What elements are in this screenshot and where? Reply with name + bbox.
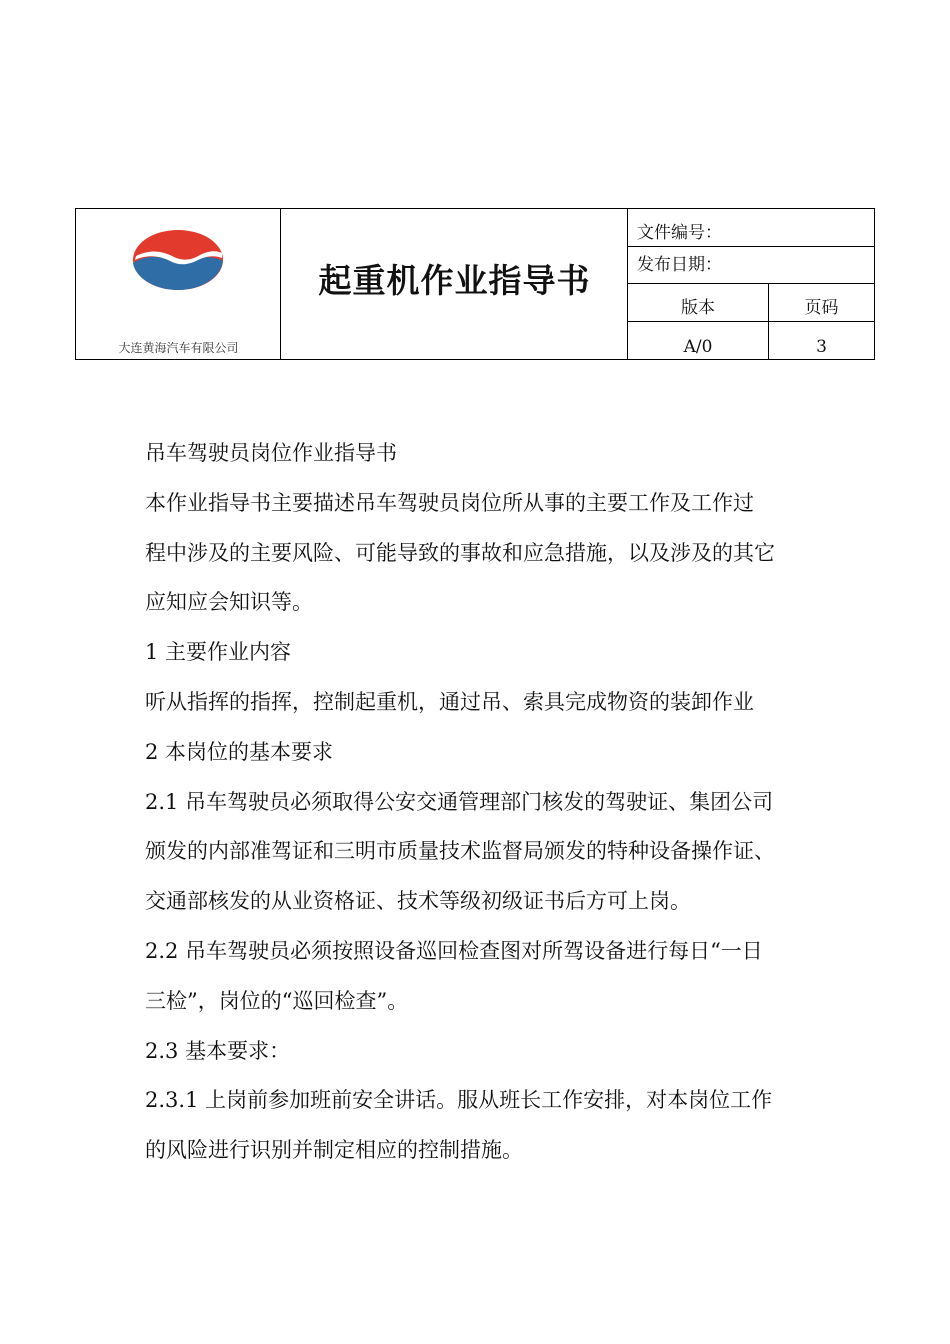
version-value: A/0	[628, 322, 769, 359]
body-line: 2.3.1 上岗前参加班前安全讲话。服从班长工作安排，对本岗位工作	[145, 1088, 773, 1113]
body-line: 听从指挥的指挥，控制起重机，通过吊、索具完成物资的装卸作业	[145, 689, 754, 714]
body-line: 应知应会知识等。	[145, 590, 313, 615]
version-label: 版本	[628, 284, 769, 322]
company-name: 大连黄海汽车有限公司	[118, 341, 239, 355]
body-line: 2.1 吊车驾驶员必须取得公安交通管理部门核发的驾驶证、集团公司	[145, 789, 774, 814]
title-cell	[281, 209, 628, 359]
document-title: 起重机作业指导书	[318, 261, 591, 300]
page-label: 页码	[769, 284, 874, 322]
body-line: 的风险进行识别并制定相应的控制措施。	[145, 1138, 523, 1163]
body-line: 三检”，岗位的“巡回检查”。	[145, 988, 409, 1013]
body-line: 2 本岗位的基本要求	[145, 739, 334, 764]
body-line: 交通部核发的从业资格证、技术等级初级证书后方可上岗。	[145, 889, 691, 914]
body-line: 2.2 吊车驾驶员必须按照设备巡回检查图对所驾设备进行每日“一日	[145, 938, 763, 963]
body-line: 程中涉及的主要风险、可能导致的事故和应急措施，以及涉及的其它	[145, 540, 775, 565]
document-header-table	[75, 208, 875, 360]
body-line: 1 主要作业内容	[145, 640, 292, 665]
doc-number-label: 文件编号：	[628, 209, 874, 247]
body-line: 吊车驾驶员岗位作业指导书	[145, 441, 397, 465]
body-line: 2.3 基本要求：	[145, 1038, 291, 1063]
release-date-label: 发布日期：	[628, 247, 874, 284]
body-line: 颁发的内部准驾证和三明市质量技术监督局颁发的特种设备操作证、	[145, 839, 775, 864]
document-body	[145, 429, 845, 1176]
body-line: 本作业指导书主要描述吊车驾驶员岗位所从事的主要工作及工作过	[145, 490, 754, 515]
page-value: 3	[816, 337, 827, 357]
company-logo-icon	[132, 229, 224, 291]
logo-cell	[76, 209, 281, 359]
